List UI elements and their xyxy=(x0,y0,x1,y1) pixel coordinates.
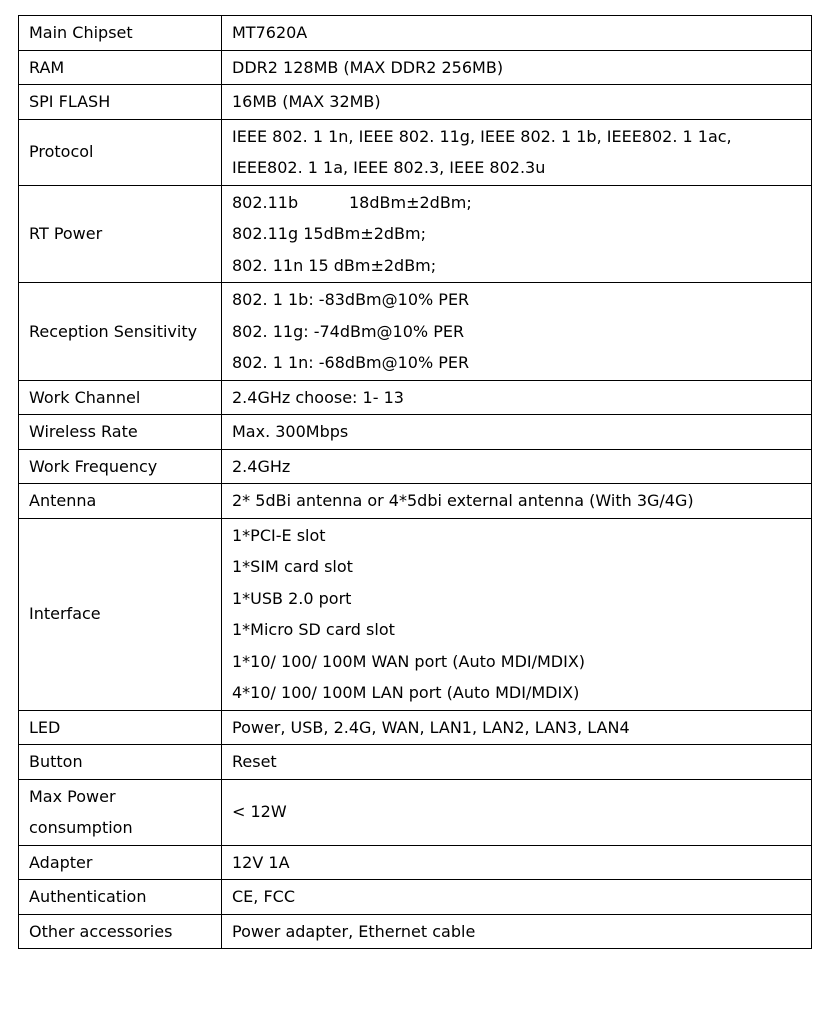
spec-value-line: Power adapter, Ethernet cable xyxy=(232,921,476,941)
table-row xyxy=(19,380,812,415)
spec-value-line: IEEE 802. 1 1n, IEEE 802. 11g, IEEE 802. 1 1b, IEEE802. 1 1ac, IEEE802. 1 1a, IEEE 802.3, IEEE 802.3u xyxy=(232,126,732,177)
spec-value-line: 16MB (MAX 32MB) xyxy=(232,92,381,111)
spec-label: Other accessories xyxy=(19,914,222,949)
spec-value-line: < 12W xyxy=(232,802,287,822)
spec-value-line: 4*10/ 100/ 100M LAN port (Auto MDI/MDIX) xyxy=(232,683,580,702)
spec-table xyxy=(18,15,812,949)
table-row xyxy=(19,185,812,283)
table-row xyxy=(19,415,812,450)
spec-value xyxy=(222,449,812,484)
spec-value xyxy=(222,710,812,745)
spec-table-body xyxy=(19,16,812,949)
spec-value-line: 12V 1A xyxy=(232,852,290,872)
spec-label: Main Chipset xyxy=(19,16,222,51)
spec-value xyxy=(222,484,812,519)
spec-value-line: Max. 300Mbps xyxy=(232,422,349,441)
spec-label: RAM xyxy=(19,50,222,85)
table-row xyxy=(19,85,812,120)
table-row xyxy=(19,484,812,519)
spec-label: Interface xyxy=(19,518,222,710)
spec-label: Authentication xyxy=(19,880,222,915)
spec-value xyxy=(222,518,812,710)
table-row xyxy=(19,779,812,845)
spec-value-line: 1*PCI-E slot xyxy=(232,525,326,545)
spec-value xyxy=(222,880,812,915)
spec-value xyxy=(222,16,812,51)
spec-value-line: 802. 1 1b: -83dBm@10% PER xyxy=(232,290,470,309)
spec-value-line: 802.11b 18dBm±2dBm; xyxy=(232,192,472,212)
spec-value xyxy=(222,283,812,381)
table-row xyxy=(19,449,812,484)
spec-value xyxy=(222,85,812,120)
table-row xyxy=(19,710,812,745)
spec-value xyxy=(222,845,812,880)
spec-label: Button xyxy=(19,745,222,780)
spec-value-line: Power, USB, 2.4G, WAN, LAN1, LAN2, LAN3, LAN4 xyxy=(232,717,630,737)
spec-value-line: MT7620A xyxy=(232,23,308,42)
spec-label: Wireless Rate xyxy=(19,415,222,450)
spec-value-line: 802. 11g: -74dBm@10% PER xyxy=(232,321,465,341)
spec-value-line: CE, FCC xyxy=(232,887,295,906)
table-row xyxy=(19,518,812,710)
spec-label: Reception Sensitivity xyxy=(19,283,222,381)
spec-label: SPI FLASH xyxy=(19,85,222,120)
spec-value-line: 1*Micro SD card slot xyxy=(232,620,395,639)
spec-label: Max Power consumption xyxy=(19,779,222,845)
table-row xyxy=(19,880,812,915)
table-row xyxy=(19,119,812,185)
spec-label: Protocol xyxy=(19,119,222,185)
table-row xyxy=(19,914,812,949)
spec-value-line: 2.4GHz xyxy=(232,456,291,476)
spec-value-line: 1*SIM card slot xyxy=(232,557,353,576)
spec-label: Adapter xyxy=(19,845,222,880)
spec-value xyxy=(222,914,812,949)
spec-value xyxy=(222,779,812,845)
spec-value xyxy=(222,415,812,450)
spec-label: Work Channel xyxy=(19,380,222,415)
spec-value xyxy=(222,380,812,415)
spec-value-line: 2.4GHz choose: 1- 13 xyxy=(232,387,404,407)
spec-value xyxy=(222,185,812,283)
spec-value-line: 1*10/ 100/ 100M WAN port (Auto MDI/MDIX) xyxy=(232,651,586,671)
spec-value-line: Reset xyxy=(232,752,277,771)
spec-value xyxy=(222,745,812,780)
table-row xyxy=(19,845,812,880)
spec-value-line: 802. 1 1n: -68dBm@10% PER xyxy=(232,353,470,372)
spec-value-line: 802. 11n 15 dBm±2dBm; xyxy=(232,255,437,275)
spec-value-line: 2* 5dBi antenna or 4*5dbi external antenna (With 3G/4G) xyxy=(232,491,694,510)
table-row xyxy=(19,745,812,780)
spec-value-line: 1*USB 2.0 port xyxy=(232,588,352,608)
spec-label: LED xyxy=(19,710,222,745)
table-row xyxy=(19,283,812,381)
spec-label: Work Frequency xyxy=(19,449,222,484)
table-row xyxy=(19,50,812,85)
spec-value-line: 802.11g 15dBm±2dBm; xyxy=(232,224,426,243)
spec-label: RT Power xyxy=(19,185,222,283)
spec-value-line: DDR2 128MB (MAX DDR2 256MB) xyxy=(232,57,504,77)
spec-value xyxy=(222,50,812,85)
table-row xyxy=(19,16,812,51)
spec-value xyxy=(222,119,812,185)
spec-label: Antenna xyxy=(19,484,222,519)
